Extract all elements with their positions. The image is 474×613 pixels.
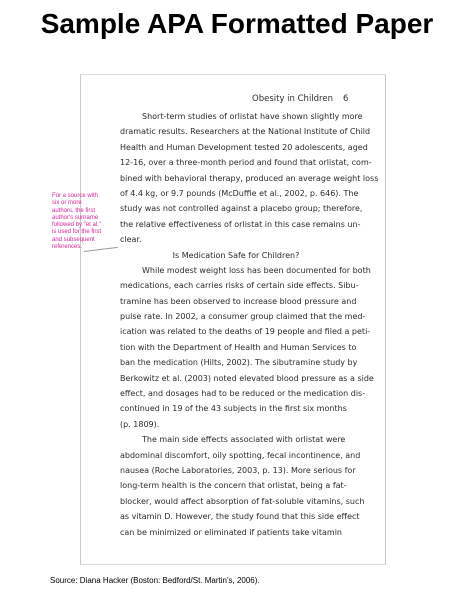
slide-title: Sample APA Formatted Paper — [40, 8, 434, 39]
body-line: (p. 1809). — [120, 419, 160, 429]
section-heading: Is Medication Safe for Children? — [172, 250, 300, 260]
body-line: can be minimized or eliminated if patients take vitamin — [120, 527, 342, 537]
annotation-line: references. — [52, 244, 83, 251]
running-head — [252, 94, 348, 104]
body-line: of 4.4 kg, or 9.7 pounds (McDuffie et al., 2002, p. 646). The — [120, 188, 359, 198]
body-line: tion with the Department of Health and Human Services to — [120, 342, 357, 352]
body-line: medications, each carries risks of certain side effects. Sibu- — [120, 281, 359, 291]
body-line: blocker, would affect absorption of fat-soluble vitamins, such — [120, 496, 365, 506]
body-line: While modest weight loss has been documented for both — [142, 265, 371, 275]
body-line: nausea (Roche Laboratories, 2003, p. 13). More serious for — [120, 465, 356, 475]
body-line: The main side effects associated with orlistat were — [142, 435, 346, 445]
running-head-title: Obesity in Children — [252, 94, 333, 104]
body-line: Health and Human Development tested 20 adolescents, aged — [120, 142, 368, 152]
body-line: dramatic results. Researchers at the National Institute of Child — [120, 127, 371, 137]
annotation-line: is used for the first — [52, 229, 102, 236]
body-line: pulse rate. In 2002, a consumer group claimed that the med- — [120, 312, 366, 322]
body-line: ication was related to the deaths of 19 people and filed a peti- — [120, 327, 371, 337]
body-line: clear. — [120, 235, 142, 245]
body-line: study was not controlled against a placebo group; therefore, — [120, 204, 363, 214]
annotation-line: authors, the first — [52, 207, 96, 214]
body-line: continued in 19 of the 43 subjects in the first six months — [120, 404, 347, 414]
annotation-line: For a source with — [52, 193, 99, 199]
body-line: 12-16, over a three-month period and found that orlistat, com- — [120, 158, 372, 168]
page-number: 6 — [343, 94, 349, 104]
margin-annotation — [52, 193, 108, 251]
body-line: abdominal discomfort, oily spotting, fecal incontinence, and — [120, 450, 361, 460]
body-line: effect, and dosages had to be reduced or the medication dis- — [120, 389, 366, 399]
body-line: bined with behavioral therapy, produced an average weight loss — [120, 173, 379, 183]
annotation-line: followed by "et al." — [52, 222, 101, 229]
body-line: as vitamin D. However, the study found that this side effect — [120, 512, 360, 522]
body-line: tramine has been observed to increase blood pressure and — [120, 296, 357, 306]
annotation-line: author's surname — [52, 214, 99, 221]
body-line: long-term health is the concern that orlistat, being a fat- — [120, 481, 347, 491]
annotation-line: six or more — [52, 200, 82, 207]
source-caption: Source: Diana Hacker (Boston: Bedford/St. Martin's, 2006). — [50, 576, 260, 585]
body-line: Short-term studies of orlistat have shown slightly more — [142, 112, 363, 121]
annotation-line: and subsequent — [52, 236, 95, 243]
body-line: the relative effectiveness of orlistat in this case remains un- — [120, 219, 361, 229]
body-line: Berkowitz et al. (2003) noted elevated blood pressure as a side — [120, 373, 374, 383]
paper-body — [120, 109, 379, 540]
body-line: ban the medication (Hilts, 2002). The sibutramine study by — [120, 358, 358, 368]
